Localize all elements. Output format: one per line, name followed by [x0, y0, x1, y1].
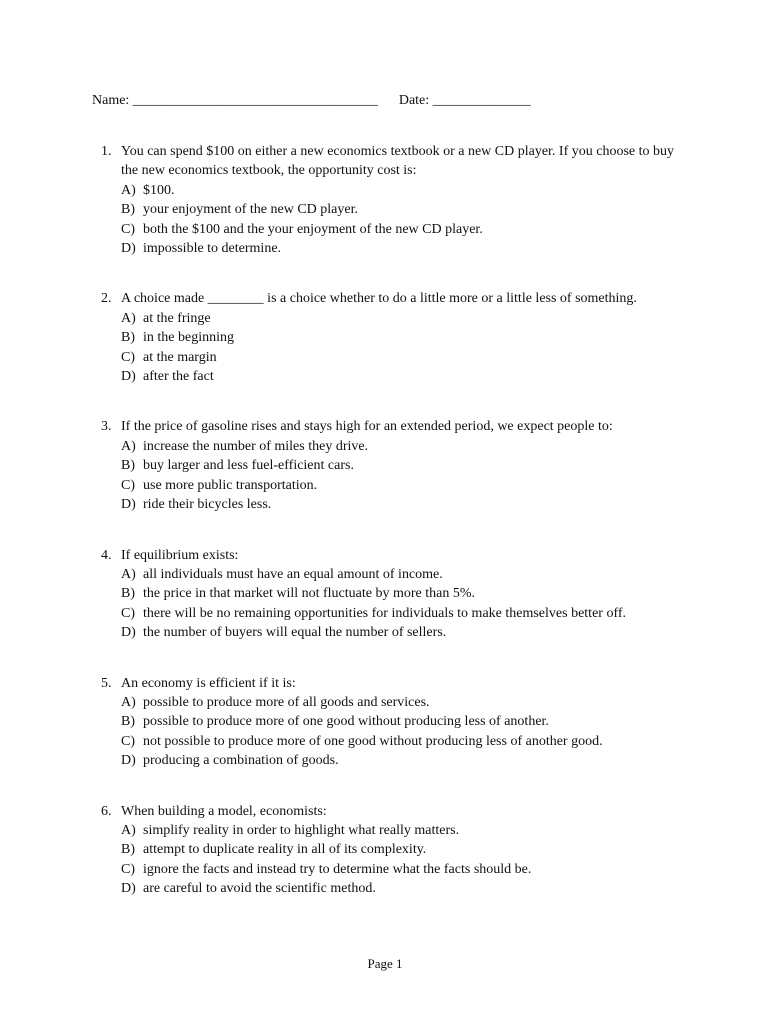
option-text: producing a combination of goods. — [143, 753, 339, 769]
question-text: When building a model, economists: — [121, 803, 327, 819]
option-letter: D) — [121, 369, 136, 385]
option-letter: D) — [121, 881, 136, 897]
option-text: the price in that market will not fluctuate by more than 5%. — [143, 586, 476, 602]
option-text: after the fact — [143, 369, 214, 385]
question-text: If equilibrium exists: — [121, 547, 239, 563]
question-number: 3. — [101, 419, 112, 435]
option-letter: A) — [121, 438, 136, 454]
page-footer — [0, 956, 770, 972]
option-letter: D) — [121, 625, 136, 641]
header-line — [92, 92, 531, 110]
question-6 — [101, 802, 691, 899]
option-b — [121, 200, 691, 219]
option-letter: C) — [121, 605, 135, 621]
option-c — [121, 732, 691, 751]
date-field-label: Date: ______________ — [398, 93, 531, 108]
option-text: impossible to determine. — [143, 241, 282, 257]
option-text: attempt to duplicate reality in all of its complexity. — [143, 842, 427, 858]
option-text: there will be no remaining opportunities for individuals to make themselves better off. — [143, 605, 627, 621]
option-d — [121, 879, 691, 898]
option-text: at the margin — [143, 349, 217, 365]
question-list — [101, 142, 691, 899]
option-b — [121, 584, 691, 603]
option-letter: C) — [121, 861, 135, 877]
name-field-label: Name: ___________________________________ — [92, 93, 378, 108]
option-text: possible to produce more of all goods and services. — [143, 694, 430, 710]
question-3 — [101, 417, 691, 514]
option-text: at the fringe — [143, 310, 211, 326]
option-text: not possible to produce more of one good without producing less of another good. — [143, 733, 603, 749]
option-b — [121, 840, 691, 859]
option-a — [121, 821, 691, 840]
option-letter: A) — [121, 182, 136, 198]
question-number: 4. — [101, 547, 112, 563]
option-b — [121, 328, 691, 347]
option-text: $100. — [143, 182, 175, 198]
option-letter: B) — [121, 202, 135, 218]
option-d — [121, 623, 691, 642]
option-d — [121, 239, 691, 258]
option-a — [121, 181, 691, 200]
option-text: simplify reality in order to highlight what really matters. — [143, 822, 460, 838]
option-text: the number of buyers will equal the number of sellers. — [143, 625, 447, 641]
option-text: buy larger and less fuel-efficient cars. — [143, 458, 354, 474]
question-5 — [101, 674, 691, 771]
option-c — [121, 860, 691, 879]
page-number: Page 1 — [367, 956, 403, 971]
option-letter: B) — [121, 458, 135, 474]
option-letter: C) — [121, 221, 135, 237]
question-text: If the price of gasoline rises and stays high for an extended period, we expect people to: — [121, 419, 613, 435]
question-text: You can spend $100 on either a new economics textbook or a new CD player. If you choose to buy the new economics textbook, the opportunity cost is: — [121, 144, 675, 179]
question-number: 1. — [101, 144, 112, 159]
option-text: possible to produce more of one good without producing less of another. — [143, 714, 549, 730]
option-d — [121, 751, 691, 770]
option-letter: B) — [121, 330, 135, 346]
question-text: A choice made ________ is a choice whether to do a little more or a little less of something. — [121, 291, 637, 307]
option-c — [121, 604, 691, 623]
option-text: are careful to avoid the scientific method. — [143, 881, 376, 897]
question-4 — [101, 546, 691, 643]
option-letter: A) — [121, 694, 136, 710]
option-letter: B) — [121, 714, 135, 730]
option-letter: D) — [121, 753, 136, 769]
question-number: 2. — [101, 291, 112, 307]
option-letter: B) — [121, 842, 135, 858]
option-text: use more public transportation. — [143, 477, 318, 493]
question-1 — [101, 142, 691, 258]
option-letter: A) — [121, 822, 136, 838]
option-b — [121, 712, 691, 731]
option-c — [121, 348, 691, 367]
option-letter: A) — [121, 310, 136, 326]
option-letter: C) — [121, 477, 135, 493]
option-text: ignore the facts and instead try to determine what the facts should be. — [143, 861, 532, 877]
option-letter: D) — [121, 241, 136, 257]
question-text: An economy is efficient if it is: — [121, 675, 296, 691]
question-number: 6. — [101, 803, 112, 819]
option-text: both the $100 and the your enjoyment of the new CD player. — [143, 221, 483, 237]
option-letter: C) — [121, 349, 135, 365]
option-letter: C) — [121, 733, 135, 749]
option-letter: D) — [121, 497, 136, 513]
option-text: in the beginning — [143, 330, 234, 346]
question-2 — [101, 289, 691, 386]
option-a — [121, 309, 691, 328]
option-c — [121, 476, 691, 495]
option-a — [121, 565, 691, 584]
question-number: 5. — [101, 675, 112, 691]
option-text: ride their bicycles less. — [143, 497, 272, 513]
option-letter: A) — [121, 566, 136, 582]
option-d — [121, 495, 691, 514]
option-a — [121, 693, 691, 712]
option-text: all individuals must have an equal amount of income. — [143, 566, 443, 582]
option-text: your enjoyment of the new CD player. — [143, 202, 359, 218]
option-letter: B) — [121, 586, 135, 602]
option-c — [121, 220, 691, 239]
option-text: increase the number of miles they drive. — [143, 438, 369, 454]
option-b — [121, 456, 691, 475]
option-d — [121, 367, 691, 386]
option-a — [121, 437, 691, 456]
